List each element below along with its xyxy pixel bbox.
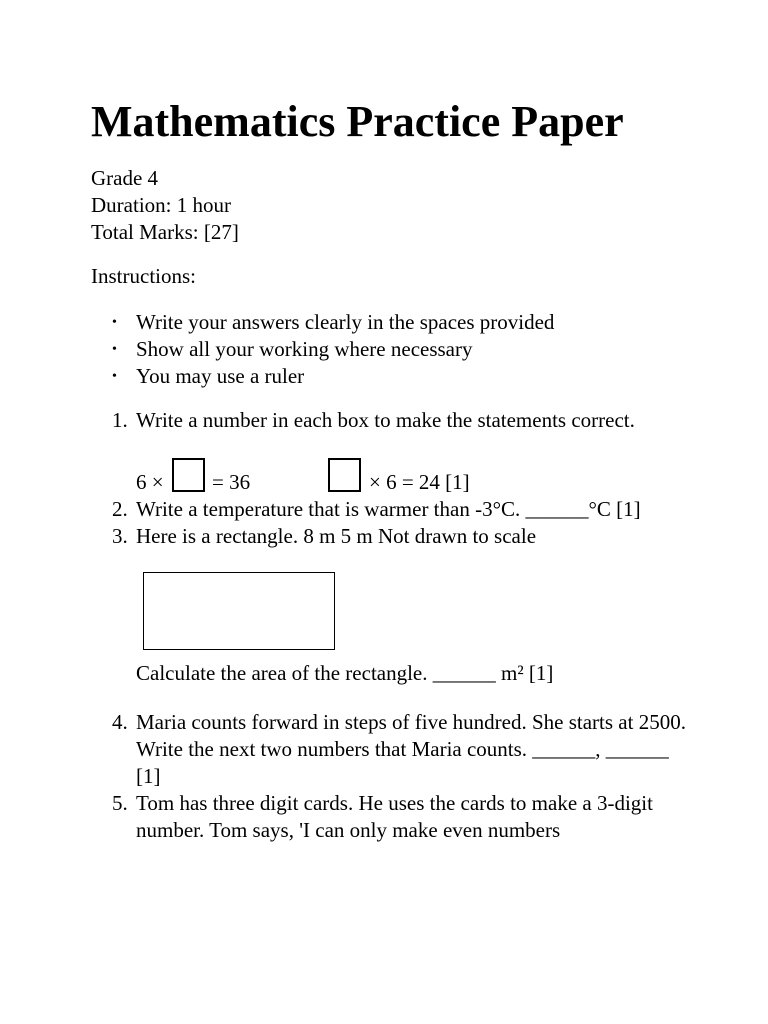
equation-a-prefix: 6 × [136,470,164,494]
question-number: 4. [112,710,128,734]
page-title: Mathematics Practice Paper [91,97,624,146]
question-3 [91,523,691,687]
instruction-item: • You may use a ruler [91,363,554,390]
instructions-heading: Instructions: [91,264,196,288]
question-1 [91,407,691,496]
duration-label: Duration: 1 hour [91,193,231,217]
question-number: 5. [112,791,128,815]
grade-label: Grade 4 [91,166,159,190]
question-number: 3. [112,524,128,548]
total-marks-label: Total Marks: [27] [91,220,239,244]
question-prompt: Calculate the area of the rectangle. ______ m² [1] [136,661,554,685]
question-text: Write a number in each box to make the statements correct. [136,408,635,432]
answer-box-a[interactable] [172,458,205,492]
question-1-equations [136,456,691,496]
paper-details [91,165,239,246]
question-number: 2. [112,497,128,521]
instructions-list [91,309,554,390]
question-number: 1. [112,408,128,432]
answer-box-b[interactable] [328,458,361,492]
question-2 [91,496,691,523]
question-text: Here is a rectangle. 8 m 5 m Not drawn to scale [136,524,537,548]
question-text: Tom has three digit cards. He uses the cards to make a 3-digit number. Tom says, 'I can only make even numbers [136,791,653,842]
equation-b-suffix: × 6 = 24 [1] [369,470,470,494]
question-4 [91,709,691,790]
questions-list [91,407,691,844]
instruction-item: • Show all your working where necessary [91,336,554,363]
instruction-item: • Write your answers clearly in the spaces provided [91,309,554,336]
question-text: Maria counts forward in steps of five hundred. She starts at 2500. Write the next two numbers that Maria counts. ______, ______ [1] [136,710,686,788]
equation-a-suffix: = 36 [212,470,251,494]
question-5 [91,790,691,844]
rectangle-figure [143,572,335,650]
question-text: Write a temperature that is warmer than -3°C. ______°C [1] [136,497,641,521]
